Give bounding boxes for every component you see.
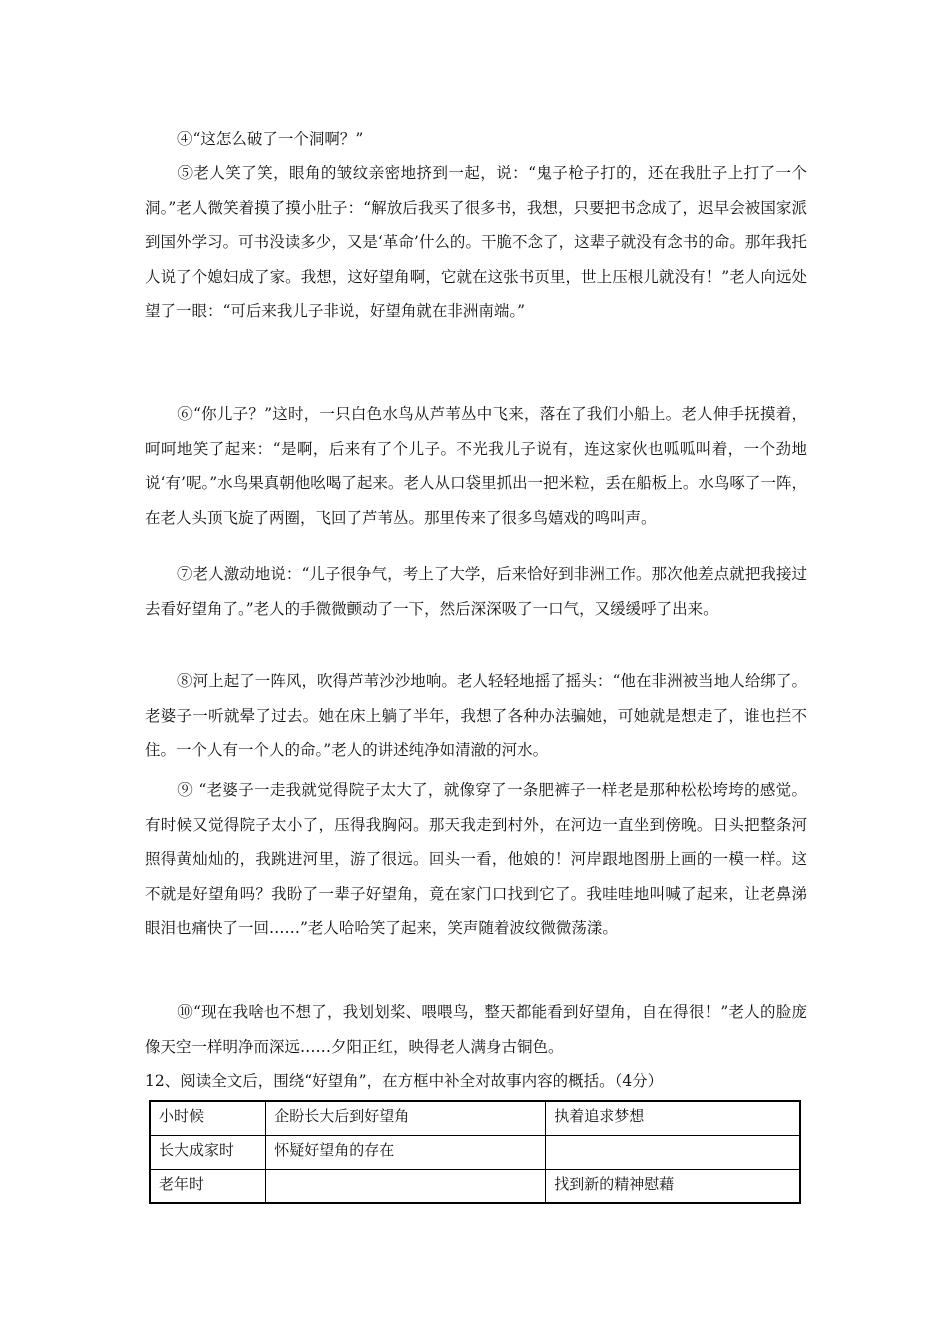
table-row — [150, 1101, 800, 1135]
paragraph-10-text: ⑩“现在我啥也不想了，我划划桨、喂喂鸟，整天都能看到好望角，自在得很！”老人的脸庞像天空一样明净而深远……夕阳正红，映得老人满身古铜色。 — [145, 1003, 807, 1056]
paragraph-7-text: ⑦老人激动地说：“儿子很争气，考上了大学，后来恰好到非洲工作。那次他差点就把我接过去看好望角了。”老人的手微微颤动了一下，然后深深吸了一口气，又缓缓呼了出来。 — [145, 565, 807, 618]
paragraph-4 — [145, 122, 807, 157]
answer-blank-cell[interactable] — [266, 1169, 546, 1203]
table-cell: 执着追求梦想 — [546, 1101, 800, 1135]
paragraph-5 — [145, 156, 807, 329]
paragraph-9 — [145, 773, 807, 946]
table-row — [150, 1135, 800, 1169]
table-cell: 长大成家时 — [150, 1135, 266, 1169]
table-cell: 企盼长大后到好望角 — [266, 1101, 546, 1135]
paragraph-8 — [145, 664, 807, 768]
paragraph-5-text: ⑤老人笑了笑，眼角的皱纹亲密地挤到一起，说：“鬼子枪子打的，还在我肚子上打了一个洞。”老人微笑着摸了摸小肚子：“解放后我买了很多书，我想，只要把书念成了，迟早会被国家派到国外学习。可书没读多少，又是‘革命’什么的。干脆不念了，这辈子就没有念书的命。那年我托人说了个媳妇成了家。我想，这好望角啊，它就在这张书页里，世上压根儿就没有！”老人向远处望了一眼：“可后来我儿子非说，好望角就在非洲南端。” — [145, 164, 807, 320]
paragraph-6 — [145, 397, 807, 535]
paragraph-7 — [145, 557, 807, 626]
paragraph-10 — [145, 995, 807, 1064]
summary-table — [149, 1100, 801, 1204]
paragraph-8-text: ⑧河上起了一阵风，吹得芦苇沙沙地响。老人轻轻地摇了摇头：“他在非洲被当地人给绑了。老婆子一听就晕了过去。她在床上躺了半年，我想了各种办法骗她，可她就是想走了，谁也拦不住。一个人有一个人的命。”老人的讲述纯净如清澈的河水。 — [145, 672, 807, 759]
table-row — [150, 1169, 800, 1203]
paragraph-9-text: ⑨ “老婆子一走我就觉得院子太大了，就像穿了一条肥裤子一样老是那种松松垮垮的感觉。有时候又觉得院子太小了，压得我胸闷。那天我走到村外，在河边一直坐到傍晚。日头把整条河照得黄灿灿的，我跳进河里，游了很远。回头一看，他娘的！河岸跟地图册上画的一模一样。这不就是好望角吗？我盼了一辈子好望角，竟在家门口找到它了。我哇哇地叫喊了起来，让老鼻涕眼泪也痛快了一回……”老人哈哈笑了起来，笑声随着波纹微微荡漾。 — [145, 781, 807, 937]
answer-blank-cell[interactable] — [546, 1135, 800, 1169]
table-cell: 老年时 — [150, 1169, 266, 1203]
table-cell: 找到新的精神慰藉 — [546, 1169, 800, 1203]
paragraph-4-text: ④“这怎么破了一个洞啊？” — [177, 130, 364, 148]
question-12: 12、阅读全文后，围绕“好望角”，在方框中补全对故事内容的概括。（4分） — [145, 1072, 664, 1090]
table-cell: 小时候 — [150, 1101, 266, 1135]
paragraph-6-text: ⑥“你儿子？”这时，一只白色水鸟从芦苇丛中飞来，落在了我们小船上。老人伸手抚摸着，呵呵地笑了起来：“是啊，后来有了个儿子。不光我儿子说有，连这家伙也呱呱叫着，一个劲地说‘有’呢。”水鸟果真朝他吆喝了起来。老人从口袋里抓出一把米粒，丢在船板上。水鸟啄了一阵，在老人头顶飞旋了两圈，飞回了芦苇丛。那里传来了很多鸟嬉戏的鸣叫声。 — [145, 405, 807, 527]
table-cell: 怀疑好望角的存在 — [266, 1135, 546, 1169]
